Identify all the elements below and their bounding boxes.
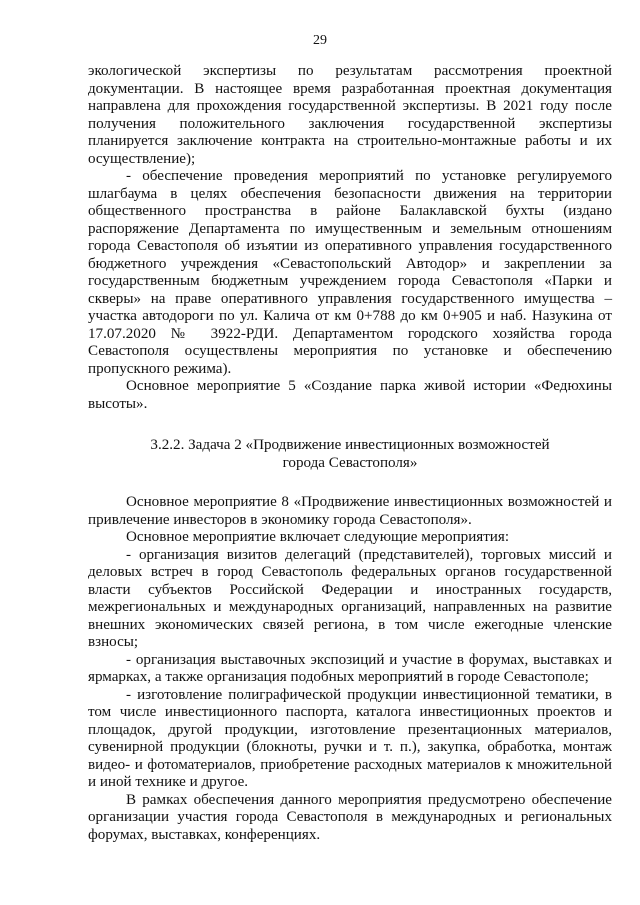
paragraph-main-activity-5: Основное мероприятие 5 «Создание парка живой истории «Федюхины высоты». <box>88 378 612 412</box>
paragraph-activities-intro: Основное мероприятие включает следующие мероприятия: <box>126 529 510 545</box>
paragraph-expertise-continuation: экологической экспертизы по результатам рассмотрения проектной документации. В настоящее время разработанная проектная документация направлена для прохождения государственной экспертизы. В 2021 году после получения положительного заключения государственной экспертизы планируется заключение контракта на строительно-монтажные работы и их осуществление); <box>88 63 612 167</box>
list-item-delegation-visits: - организация визитов делегаций (представителей), торговых миссий и деловых встреч в город Севастополь федеральных органов государственной власти субъектов Российской Федерации и иностранных государств, межрегиональных и международных организаций, направленных на развитие внешних экономических связей региона, в том числе ежегодные членские взносы; <box>88 546 612 650</box>
section-heading-line-1: 3.2.2. Задача 2 «Продвижение инвестиционных возможностей <box>150 437 550 453</box>
document-body <box>88 63 612 844</box>
section-heading-line-2: города Севастополя» <box>282 454 418 471</box>
paragraph-forum-participation: В рамках обеспечения данного мероприятия предусмотрено обеспечение организации участия города Севастополя в международных и региональных форумах, выставках, конференциях. <box>88 791 612 843</box>
list-item-printed-products: - изготовление полиграфической продукции инвестиционной тематики, в том числе инвестиционного паспорта, каталога инвестиционных проектов и площадок, другой продукции, изготовление презентационных материалов, сувенирной продукции (блокноты, ручки и т. п.), закупка, обработка, монтаж видео- и фотоматериалов, приобретение расходных материалов к множительной и иной технике и другое. <box>88 686 612 790</box>
section-heading <box>88 437 612 472</box>
paragraph-barrier-installation: - обеспечение проведения мероприятий по установке регулируемого шлагбаума в целях обеспечения безопасности движения на территории общественного пространства в районе Балаклавской бухты (издано распоряжение Департамента по имущественным и земельным отношениям города Севастополя об изъятии из оперативного управления государственного бюджетного учреждения «Севастопольский Автодор» и закреплении за государственным бюджетным учреждением города Севастополя «Парки и скверы» на праве оперативного управления государственного имущества – участка автодороги по ул. Калича от км 0+788 до км 0+905 и наб. Назукина от 17.07.2020 № 3922-РДИ. Департаментом городского хозяйства города Севастополя осуществлены мероприятия по установке и обеспечению пропускного режима). <box>88 168 612 377</box>
paragraph-main-activity-8: Основное мероприятие 8 «Продвижение инвестиционных возможностей и привлечение инвесторов в экономику города Севастополя». <box>88 494 612 528</box>
list-item-exhibitions: - организация выставочных экспозиций и участие в форумах, выставках и ярмарках, а также организация подобных мероприятий в городе Севастополе; <box>88 651 612 685</box>
page-number: 29 <box>313 33 327 48</box>
